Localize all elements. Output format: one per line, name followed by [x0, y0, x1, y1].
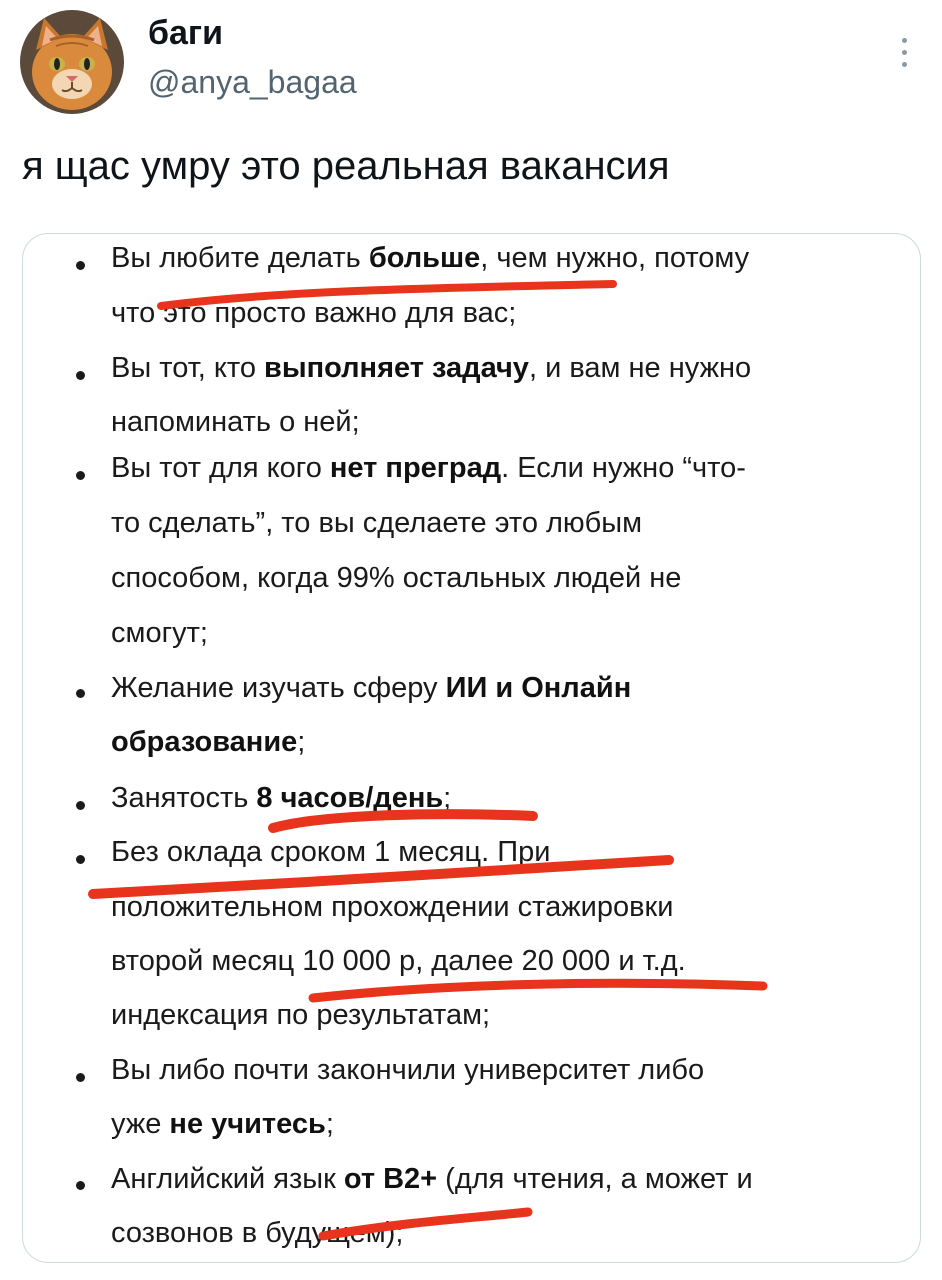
tweet-text: я щас умру это реальная вакансия [22, 144, 670, 188]
list-item-continuation: то сделать”, то вы сделаете это любым [111, 507, 643, 539]
list-item [111, 782, 451, 815]
item-emphasis: не учитесь [169, 1108, 326, 1140]
list-item [111, 352, 751, 385]
item-text: ; [297, 726, 306, 758]
list-item-continuation: индексация по результатам; [111, 999, 491, 1031]
cat-avatar-icon [20, 10, 124, 114]
item-text: . Если нужно “что- [501, 452, 746, 484]
list-item [111, 672, 631, 705]
underline-stroke-4 [313, 983, 763, 998]
bullet-icon [76, 801, 85, 810]
display-name[interactable]: баги [148, 14, 223, 52]
bullet-icon [76, 471, 85, 480]
item-text: , и вам не нужно [528, 352, 752, 384]
list-item-continuation: способом, когда 99% остальных людей не [111, 562, 682, 594]
tweet-media-image[interactable] [22, 233, 921, 1263]
item-text: Вы любите делать [111, 242, 369, 274]
item-emphasis: 8 часов/день [256, 782, 444, 814]
list-item-continuation [111, 1108, 334, 1141]
item-emphasis: от B2+ [343, 1163, 438, 1195]
tweet-header [0, 0, 942, 130]
item-text: уже [111, 1108, 170, 1140]
user-handle[interactable]: @anya_bagaa [148, 64, 357, 100]
item-text: (для чтения, а может и [437, 1163, 753, 1195]
item-text: Занятость [111, 782, 257, 814]
bullet-icon [76, 855, 85, 864]
item-emphasis: образование [111, 726, 298, 758]
avatar[interactable] [20, 10, 124, 114]
item-text: , чем нужно, потому [480, 242, 750, 274]
list-item-continuation: что это просто важно для вас; [111, 297, 517, 329]
item-text: ; [325, 1108, 334, 1140]
item-text: Английский язык [111, 1163, 344, 1195]
bullet-icon [76, 371, 85, 380]
item-text: ; [443, 782, 452, 814]
more-vertical-icon[interactable] [886, 30, 922, 74]
item-emphasis: ИИ и Онлайн [445, 672, 632, 704]
item-emphasis: выполняет задачу [264, 352, 529, 384]
list-item: Вы либо почти закончили университет либо [111, 1054, 705, 1086]
item-emphasis: больше [368, 242, 481, 274]
list-item [111, 452, 746, 485]
bullet-icon [76, 1073, 85, 1082]
list-item-continuation [111, 726, 305, 759]
list-item-continuation: смогут; [111, 617, 208, 649]
list-item [111, 242, 749, 275]
list-item-continuation: положительном прохождении стажировки [111, 891, 674, 923]
list-item-continuation: созвонов в будущем); [111, 1217, 404, 1249]
item-text: Вы тот, кто [111, 352, 265, 384]
list-item [111, 1163, 753, 1196]
list-item-continuation: напоминать о ней; [111, 406, 360, 438]
item-text: Вы тот для кого [111, 452, 330, 484]
bullet-icon [76, 261, 85, 270]
item-emphasis: нет преград [329, 452, 502, 484]
bullet-icon [76, 1181, 85, 1190]
item-text: Желание изучать сферу [111, 672, 446, 704]
list-item: Без оклада сроком 1 месяц. При [111, 836, 551, 868]
underline-stroke-2 [273, 814, 533, 828]
bullet-icon [76, 689, 85, 698]
list-item-continuation: второй месяц 10 000 р, далее 20 000 и т.д. [111, 945, 686, 977]
